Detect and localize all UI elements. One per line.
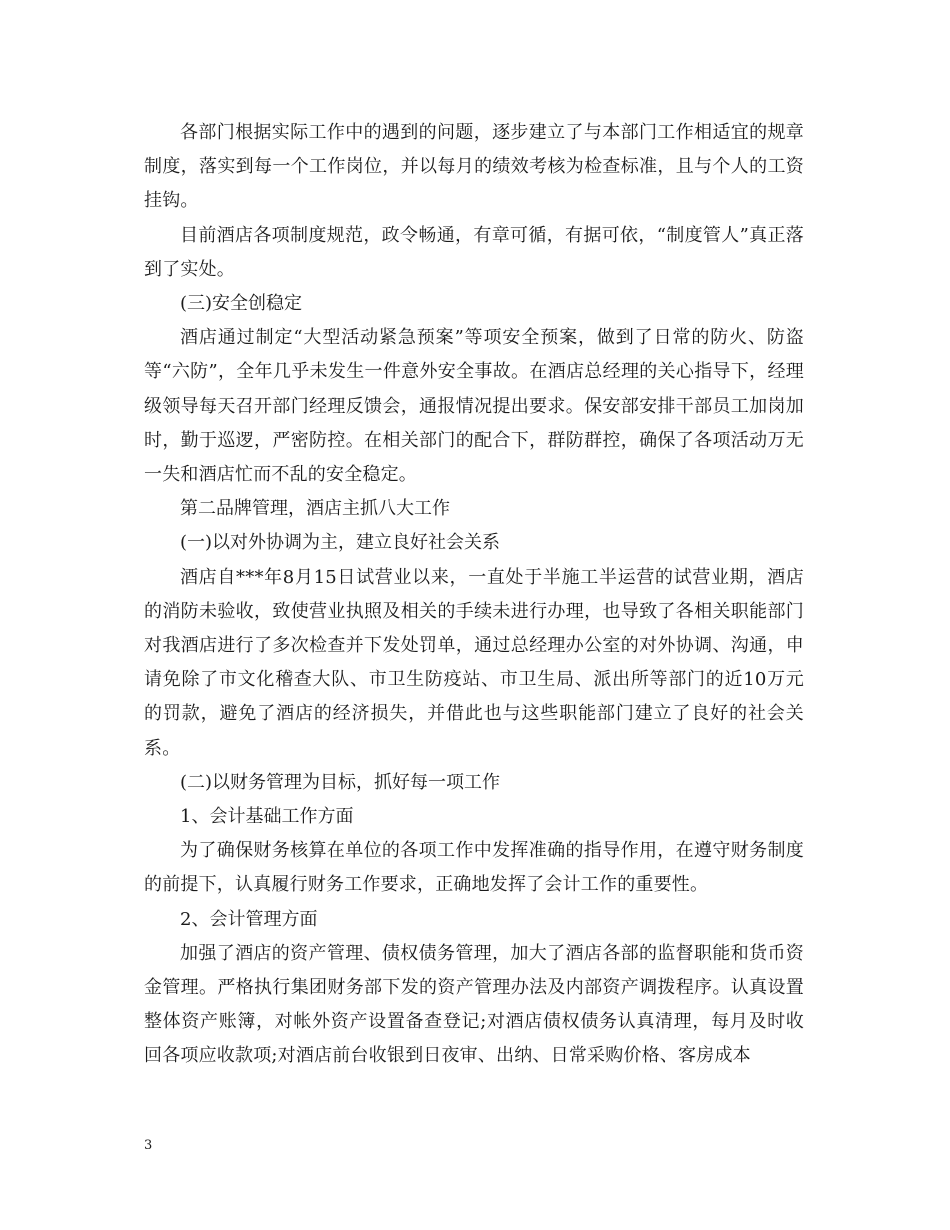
page-number: 3 <box>144 1138 153 1153</box>
section-heading-brand-management: 第二品牌管理，酒店主抓八大工作 <box>180 498 450 520</box>
document-body <box>144 116 804 1074</box>
paragraph-accounting-basics: 为了确保财务核算在单位的各项工作中发挥准确的指导作用，在遵守财务制度的前提下，认真履行财务工作要求，正确地发挥了会计工作的重要性。 <box>144 840 804 896</box>
paragraph-system-management: 目前酒店各项制度规范，政令畅通，有章可循，有据可依，“制度管人”真正落到了实处。 <box>144 224 804 280</box>
paragraph-safety-measures: 酒店通过制定“大型活动紧急预案”等项安全预案，做到了日常的防火、防盗等“六防”，全年几乎未发生一件意外安全事故。在酒店总经理的关心指导下，经理级领导每天召开部门经理反馈会，通报情况提出要求。保安部安排干部员工加岗加时，勤于巡逻，严密防控。在相关部门的配合下，群防群控，确保了各项活动万无一失和酒店忙而不乱的安全稳定。 <box>144 327 804 486</box>
paragraph-trial-operation: 酒店自***年8月15日试营业以来，一直处于半施工半运营的试营业期，酒店的消防未验收，致使营业执照及相关的手续未进行办理，也导致了各相关职能部门对我酒店进行了多次检查并下发处罚单，通过总经理办公室的对外协调、沟通，申请免除了市文化稽查大队、市卫生防疫站、市卫生局、派出所等部门的近10万元的罚款，避免了酒店的经济损失，并借此也与这些职能部门建立了良好的社会关系。 <box>144 566 804 759</box>
section-heading-financial-management: (二)以财务管理为目标，抓好每一项工作 <box>180 771 501 793</box>
section-heading-external-coordination: (一)以对外协调为主，建立良好社会关系 <box>180 532 501 554</box>
subheading-accounting-basics: 1、会计基础工作方面 <box>180 806 354 828</box>
paragraph-asset-management: 加强了酒店的资产管理、债权债务管理，加大了酒店各部的监督职能和货币资金管理。严格执行集团财务部下发的资产管理办法及内部资产调拨程序。认真设置整体资产账簿，对帐外资产设置备查登记;对酒店债权债务认真清理，每月及时收回各项应收款项;对酒店前台收银到日夜审、出纳、日常采购价格、客房成本 <box>144 942 804 1067</box>
section-heading-safety: (三)安全创稳定 <box>180 293 303 315</box>
paragraph-rules-and-regulations: 各部门根据实际工作中的遇到的问题，逐步建立了与本部门工作相适宜的规章制度，落实到每一个工作岗位，并以每月的绩效考核为检查标准，且与个人的工资挂钩。 <box>144 122 804 212</box>
subheading-accounting-management: 2、会计管理方面 <box>180 908 318 930</box>
